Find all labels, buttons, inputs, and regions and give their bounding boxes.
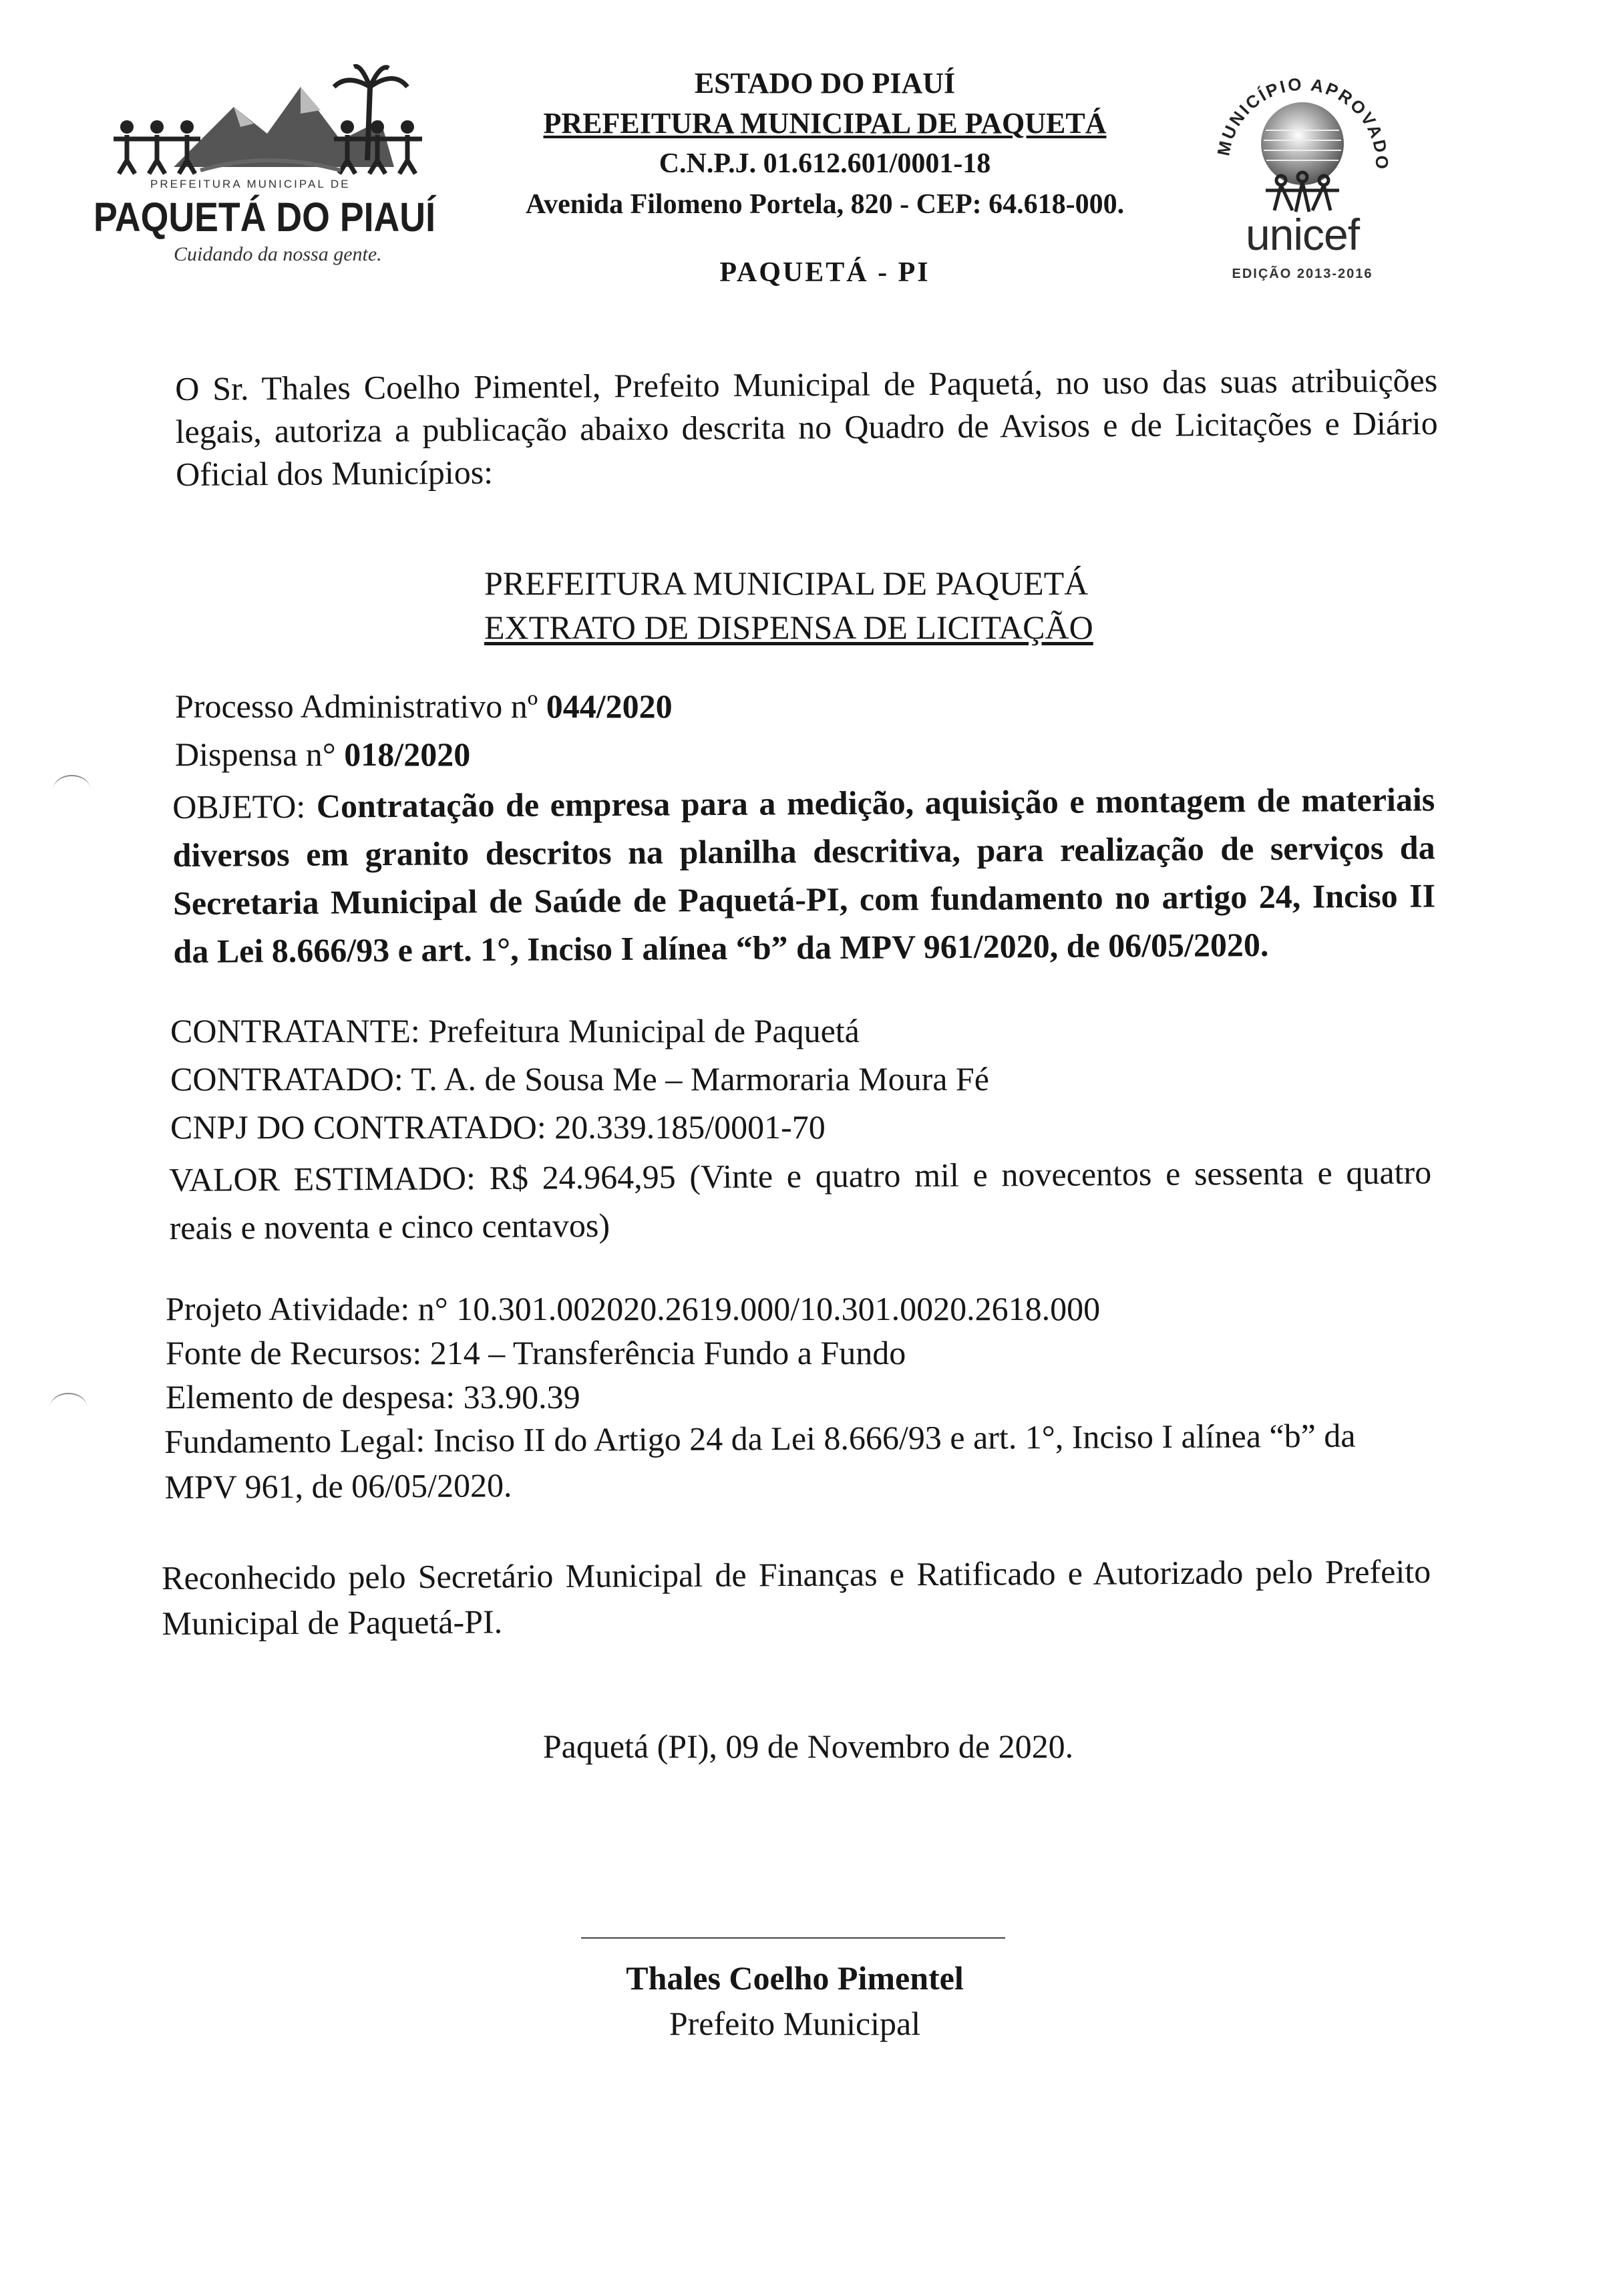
signatory-role: Prefeito Municipal: [669, 2005, 921, 2042]
projeto-atividade-line: Projeto Atividade: n° 10.301.002020.2619.000/10.301.0020.2618.000: [166, 1290, 1101, 1327]
prefeitura-address: Avenida Filomeno Portela, 820 - CEP: 64.618-000.: [525, 189, 1125, 220]
seal-edition: EDIÇÃO 2013-2016: [1232, 267, 1373, 281]
processo-number: 044/2020: [546, 687, 673, 725]
processo-label: Processo Administrativo nº: [175, 687, 546, 725]
contratado-line: CONTRATADO: T. A. de Sousa Me – Marmoraria Moura Fé: [170, 1060, 989, 1098]
cnpj-contratado-line: CNPJ DO CONTRATADO: 20.339.185/0001-70: [170, 1108, 826, 1146]
prefeitura-city: PAQUETÁ - PI: [719, 257, 930, 288]
prefeitura-name: PREFEITURA MUNICIPAL DE PAQUETÁ: [543, 107, 1107, 140]
objeto-text: Contratação de empresa para a medição, aquisição e montagem de materiais diversos em granito descritos na planilha descritiva, para realização de serviços da Secretaria Municipal de Saúde de Paquetá-PI, com fundamento no artigo 24, Inciso II da Lei 8.666/93 e art. 1°, Inciso I alínea “b” da MPV 961/2020, de 06/05/2020.: [172, 780, 1436, 970]
dispensa-line: [175, 735, 470, 774]
valor-estimado-paragraph: VALOR ESTIMADO: R$ 24.964,95 (Vinte e quatro mil e novecentos e sessenta e quatro reais e noventa e cinco centavos): [169, 1153, 1432, 1247]
fundamento-legal-paragraph: Fundamento Legal: Inciso II do Artigo 24 da Lei 8.666/93 e art. 1°, Inciso I alínea “b” da MPV 961, de 06/05/2020.: [164, 1416, 1356, 1506]
punch-hole-mark: [53, 775, 90, 803]
title-line-2: EXTRATO DE DISPENSA DE LICITAÇÃO: [484, 609, 1093, 646]
svg-text:MUNICÍPIO APROVADO: MUNICÍPIO APROVADO: [1213, 73, 1393, 172]
state-name: ESTADO DO PIAUÍ: [694, 67, 956, 100]
objeto-paragraph: [172, 775, 1436, 975]
reconhecido-paragraph: Reconhecido pelo Secretário Municipal de Finanças e Ratificado e Autorizado pelo Prefeito Municipal de Paquetá-PI.: [162, 1552, 1431, 1642]
elemento-despesa-line: Elemento de despesa: 33.90.39: [166, 1378, 580, 1416]
logo-prefeitura-label: PREFEITURA MUNICIPAL DE: [150, 178, 351, 190]
processo-line: [175, 687, 673, 725]
logo-city-name: PAQUETÁ DO PIAUÍ: [94, 194, 435, 240]
municipal-logo: [87, 60, 448, 274]
municipio-aprovado-seal-icon: [1202, 63, 1403, 217]
unicef-wordmark: unicef: [1245, 210, 1360, 259]
dispensa-label: Dispensa n°: [175, 735, 345, 773]
unicef-seal: [1202, 63, 1403, 294]
fonte-recursos-line: Fonte de Recursos: 214 – Transferência Fundo a Fundo: [166, 1334, 906, 1371]
signature-line: [581, 1937, 1005, 1939]
document-title: [484, 561, 1152, 649]
title-line-1: PREFEITURA MUNICIPAL DE PAQUETÁ: [484, 564, 1089, 602]
intro-paragraph: O Sr. Thales Coelho Pimentel, Prefeito Municipal de Paquetá, no uso das suas atribuições legais, autoriza a publicação abaixo descrita no Quadro de Avisos e de Licitações e Diário Oficial dos Municípios:: [175, 361, 1438, 493]
signatory-name: Thales Coelho Pimentel: [626, 1959, 964, 1997]
document-date: Paquetá (PI), 09 de Novembro de 2020.: [542, 1728, 1074, 1765]
punch-hole-mark: [50, 1393, 87, 1421]
letterhead: [461, 63, 1189, 293]
people-mountain-icon: [100, 60, 434, 187]
objeto-label: OBJETO:: [172, 787, 317, 826]
logo-slogan: Cuidando da nossa gente.: [174, 243, 382, 265]
contratante-line: CONTRATANTE: Prefeitura Municipal de Paquetá: [170, 1012, 860, 1049]
prefeitura-cnpj: C.N.P.J. 01.612.601/0001-18: [659, 148, 991, 179]
dispensa-number: 018/2020: [344, 735, 471, 773]
